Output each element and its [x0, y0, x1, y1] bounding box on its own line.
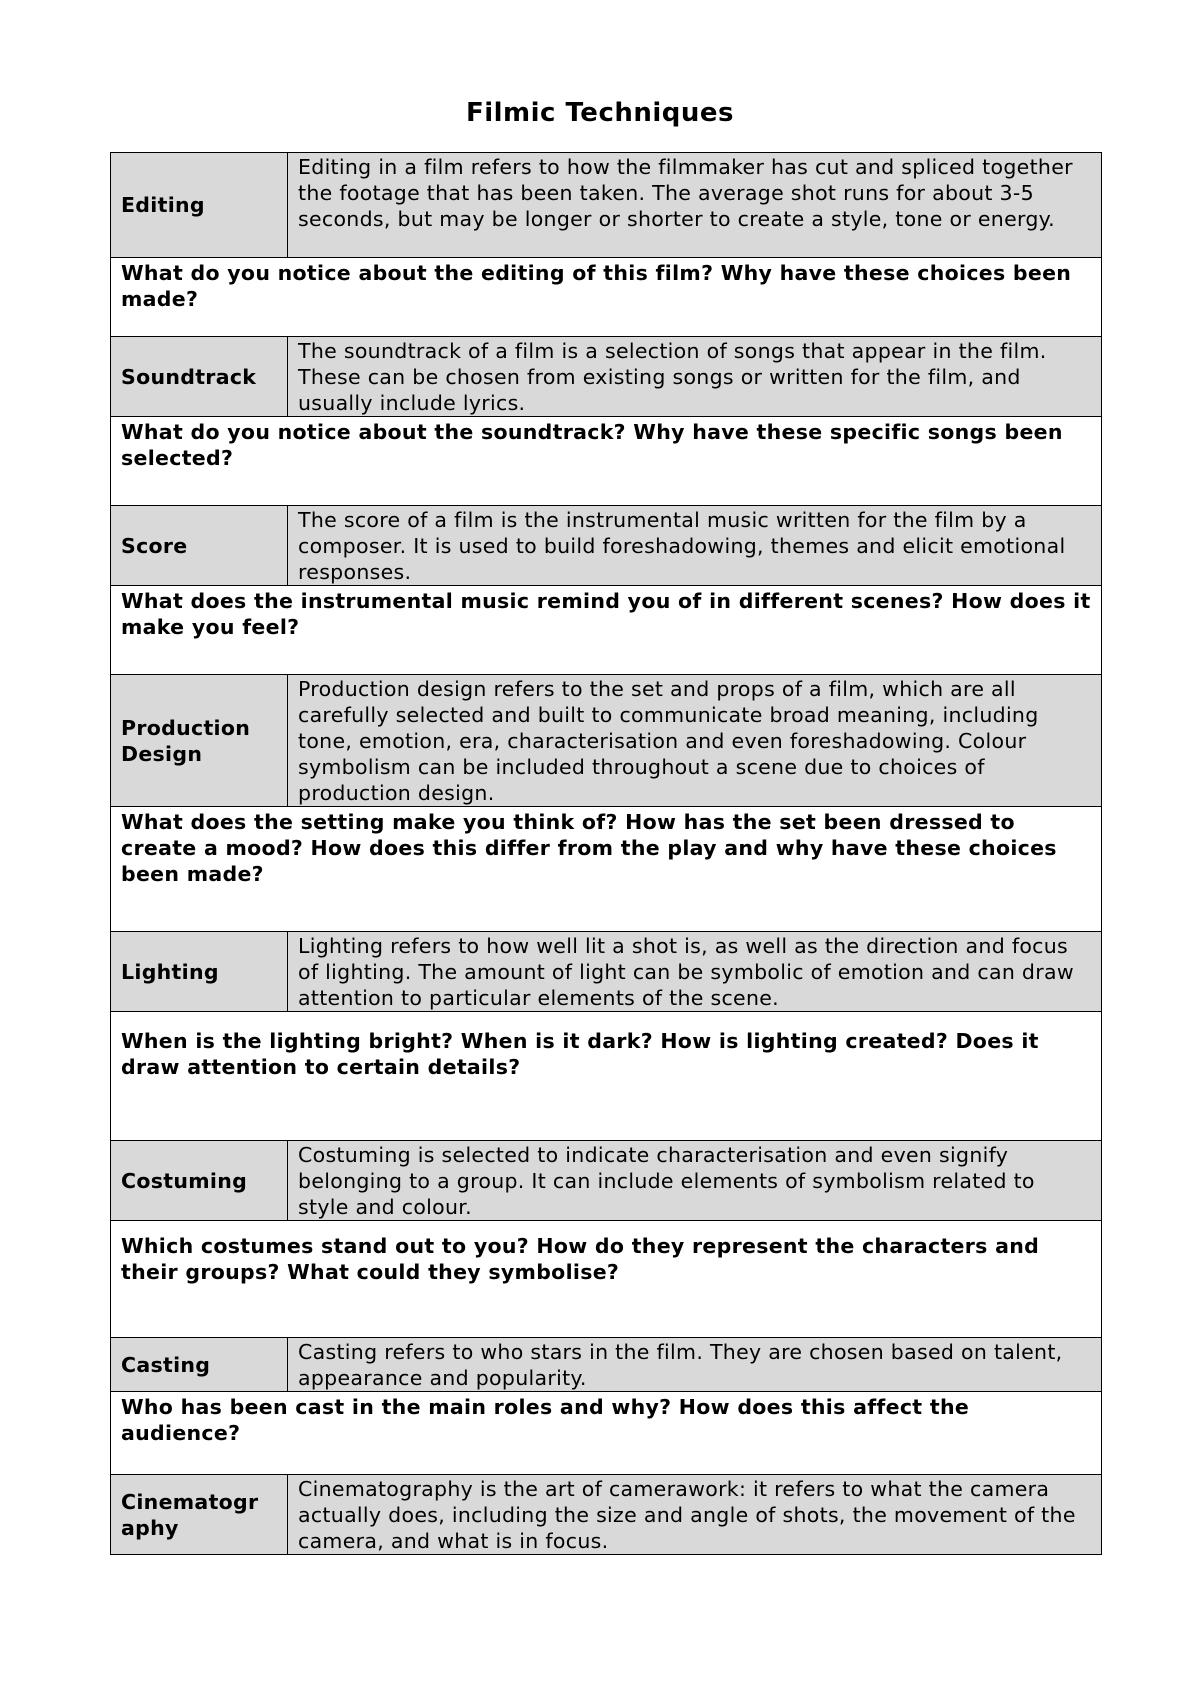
question-row-costuming	[111, 1221, 1102, 1338]
technique-row-lighting	[111, 932, 1102, 1012]
question-soundtrack: What do you notice about the soundtrack? Why have these specific songs been selected?	[111, 417, 1102, 506]
question-row-casting	[111, 1392, 1102, 1475]
term-editing: Editing	[111, 153, 288, 258]
question-row-score	[111, 586, 1102, 675]
definition-production-design: Production design refers to the set and props of a film, which are all carefully selected and built to communicate broad meaning, including tone, emotion, era, characterisation and even foreshadowing. Colour symbolism can be included throughout a scene due to choices of production design.	[288, 675, 1102, 807]
question-row-editing	[111, 258, 1102, 337]
question-costuming: Which costumes stand out to you? How do they represent the characters and their groups? What could they symbolise?	[111, 1221, 1102, 1338]
question-lighting: When is the lighting bright? When is it dark? How is lighting created? Does it draw attention to certain details?	[111, 1012, 1102, 1141]
definition-soundtrack: The soundtrack of a film is a selection of songs that appear in the film. These can be chosen from existing songs or written for the film, and usually include lyrics.	[288, 337, 1102, 417]
technique-row-cinematography	[111, 1475, 1102, 1555]
techniques-table	[110, 152, 1102, 1555]
definition-cinematography: Cinematography is the art of camerawork: it refers to what the camera actually does, including the size and angle of shots, the movement of the camera, and what is in focus.	[288, 1475, 1102, 1555]
page-title: Filmic Techniques	[465, 98, 735, 128]
definition-casting: Casting refers to who stars in the film. They are chosen based on talent, appearance and popularity.	[288, 1338, 1102, 1392]
term-costuming: Costuming	[111, 1141, 288, 1221]
term-cinematography: Cinematogr aphy	[111, 1475, 288, 1555]
term-production-design: Production Design	[111, 675, 288, 807]
question-editing: What do you notice about the editing of this film? Why have these choices been made?	[111, 258, 1102, 337]
technique-row-soundtrack	[111, 337, 1102, 417]
question-production-design: What does the setting make you think of? How has the set been dressed to create a mood? How does this differ from the play and why have these choices been made?	[111, 807, 1102, 932]
term-lighting: Lighting	[111, 932, 288, 1012]
technique-row-casting	[111, 1338, 1102, 1392]
technique-row-costuming	[111, 1141, 1102, 1221]
term-casting: Casting	[111, 1338, 288, 1392]
definition-editing: Editing in a film refers to how the filmmaker has cut and spliced together the footage that has been taken. The average shot runs for about 3-5 seconds, but may be longer or shorter to create a style, tone or energy.	[288, 153, 1102, 258]
question-score: What does the instrumental music remind you of in different scenes? How does it make you feel?	[111, 586, 1102, 675]
definition-costuming: Costuming is selected to indicate characterisation and even signify belonging to a group. It can include elements of symbolism related to style and colour.	[288, 1141, 1102, 1221]
question-row-soundtrack	[111, 417, 1102, 506]
definition-score: The score of a film is the instrumental music written for the film by a composer. It is used to build foreshadowing, themes and elicit emotional responses.	[288, 506, 1102, 586]
question-casting: Who has been cast in the main roles and why? How does this affect the audience?	[111, 1392, 1102, 1475]
technique-row-production-design	[111, 675, 1102, 807]
definition-lighting: Lighting refers to how well lit a shot is, as well as the direction and focus of lighting. The amount of light can be symbolic of emotion and can draw attention to particular elements of the scene.	[288, 932, 1102, 1012]
technique-row-score	[111, 506, 1102, 586]
question-row-lighting	[111, 1012, 1102, 1141]
term-score: Score	[111, 506, 288, 586]
question-row-production-design	[111, 807, 1102, 932]
technique-row-editing	[111, 153, 1102, 258]
term-soundtrack: Soundtrack	[111, 337, 288, 417]
